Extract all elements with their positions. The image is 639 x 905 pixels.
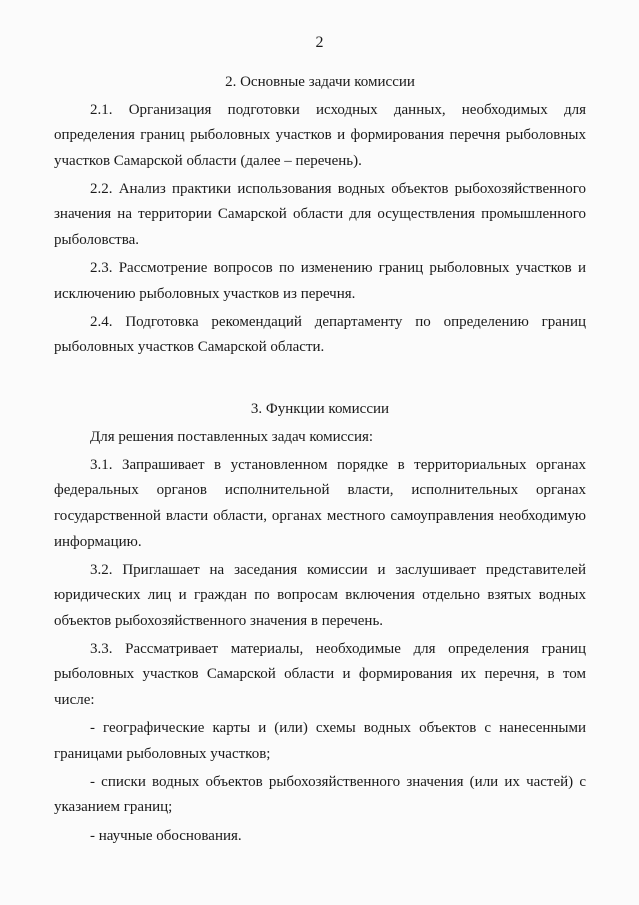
paragraph: 2.3. Рассмотрение вопросов по изменению границ рыболовных участков и исключению рыболовных участков из перечня. bbox=[54, 260, 586, 302]
list-item: - списки водных объектов рыбохозяйственного значения (или их частей) с указанием границ; bbox=[54, 773, 586, 816]
paragraph: 2.4. Подготовка рекомендаций департаменту по определению границ рыболовных участков Самарской области. bbox=[54, 313, 586, 356]
section-functions bbox=[54, 397, 586, 849]
paragraph: 3.1. Запрашивает в установленном порядке в территориальных органах федеральных органов исполнительной власти, исполнительных органах государственной власти области, органах местного самоуправления необходимую информацию. bbox=[54, 456, 586, 550]
section-main-tasks bbox=[54, 70, 586, 361]
paragraph: 2.1. Организация подготовки исходных данных, необходимых для определения границ рыболовных участков и формирования перечня рыболовных участков Самарской области (далее – перечень). bbox=[54, 101, 586, 169]
paragraph: Для решения поставленных задач комиссия: bbox=[90, 428, 374, 445]
section-heading: 2. Основные задачи комиссии bbox=[225, 74, 415, 90]
section-heading: 3. Функции комиссии bbox=[250, 401, 390, 418]
document-body bbox=[54, 70, 586, 852]
list-item: - научные обоснования. bbox=[90, 827, 242, 844]
list-item: - географические карты и (или) схемы водных объектов с нанесенными границами рыболовных участков; bbox=[54, 720, 586, 762]
paragraph: 3.2. Приглашает на заседания комиссии и заслушивает представителей юридических лиц и граждан по вопросам включения отдельно взятых водных объектов рыбохозяйственного значения в перечень. bbox=[54, 561, 586, 629]
page-number: 2 bbox=[315, 34, 324, 51]
paragraph: 2.2. Анализ практики использования водных объектов рыбохозяйственного значения на территории Самарской области для осуществления промышленного рыболовства. bbox=[54, 180, 586, 249]
paragraph: 3.3. Рассматривает материалы, необходимые для определения границ рыболовных участков Самарской области и формирования их перечня, в том числе: bbox=[54, 640, 586, 709]
